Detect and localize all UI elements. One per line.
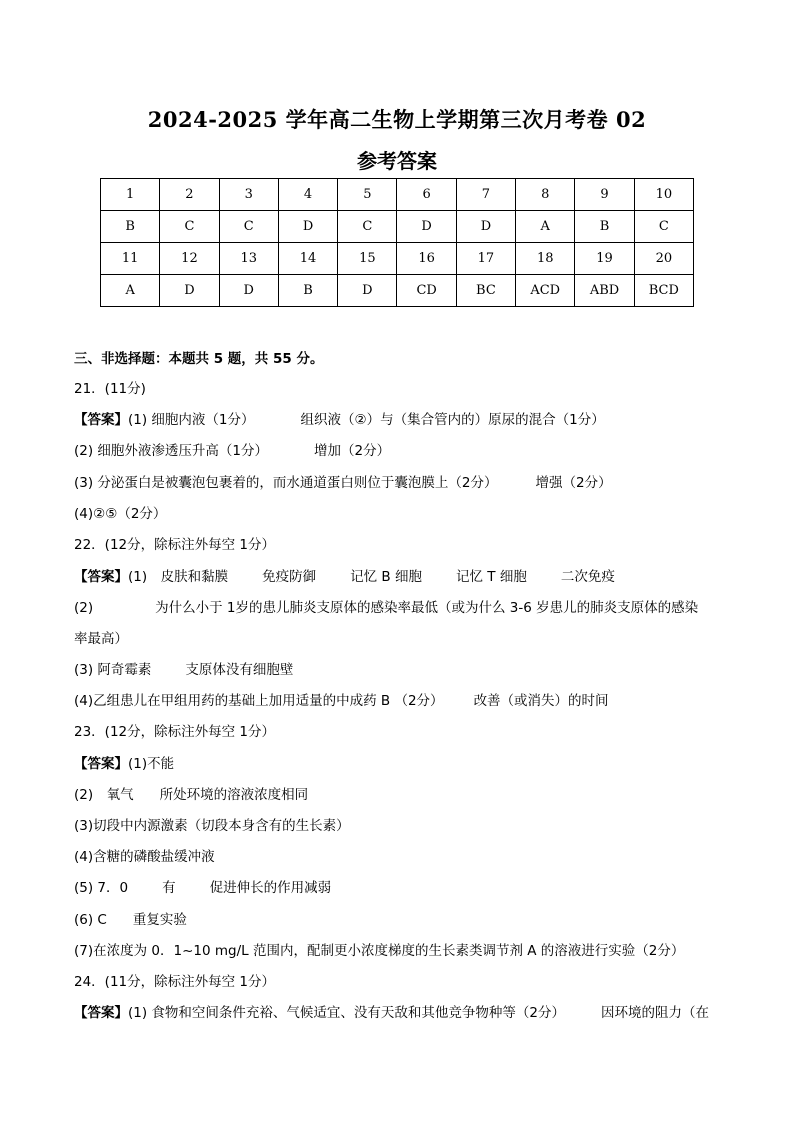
table-cell: D (338, 275, 397, 307)
q23-header: 23．(12分，除标注外每空 1分） (74, 724, 276, 740)
table-cell: 2 (160, 179, 219, 211)
table-cell: 4 (278, 179, 337, 211)
q24-1b: 因环境的阻力（在 (601, 1005, 710, 1021)
q22-line-1 (74, 565, 615, 585)
table-cell: A (516, 211, 575, 243)
table-cell: 5 (338, 179, 397, 211)
q22-2a: (2) (74, 600, 94, 616)
q22-4a: (4)乙组患儿在甲组用药的基础上加用适量的中成药 B （2分） (74, 693, 444, 709)
table-cell: 20 (634, 243, 693, 275)
q23-line-3: (3)切段中内源激素（切段本身含有的生长素） (74, 818, 350, 834)
table-cell: BC (456, 275, 515, 307)
q21-2b: 增加（2分） (314, 443, 391, 459)
table-cell: 14 (278, 243, 337, 275)
q23-line-4: (4)含糖的磷酸盐缓冲液 (74, 849, 215, 865)
q22-line-2-cont: 率最高） (74, 631, 128, 647)
q24-line-1 (74, 1001, 709, 1021)
q21-1b: 组织液（②）与（集合管内的）原尿的混合（1分） (300, 412, 605, 428)
q21-3a: (3) 分泌蛋白是被囊泡包裹着的，而水通道蛋白则位于囊泡膜上（2分） (74, 475, 498, 491)
table-cell: 10 (634, 179, 693, 211)
table-cell: C (160, 211, 219, 243)
q23-6b: 重复实验 (132, 912, 187, 928)
table-cell: CD (397, 275, 456, 307)
page-subtitle: 参考答案 (357, 149, 437, 173)
q23-5b: 有 (162, 880, 176, 896)
table-cell: 7 (456, 179, 515, 211)
answer-table (100, 178, 694, 307)
table-cell: 19 (575, 243, 634, 275)
table-cell: 1 (101, 179, 160, 211)
table-cell: C (634, 211, 693, 243)
table-cell: ACD (516, 275, 575, 307)
q21-2a: (2) 细胞外液渗透压升高（1分） (74, 443, 269, 459)
q23-line-2 (74, 783, 308, 803)
table-cell: 16 (397, 243, 456, 275)
page-title: 2024-2025 学年高二生物上学期第三次月考卷 02 (147, 107, 647, 132)
table-cell: B (278, 275, 337, 307)
answer-tag: 【答案】 (74, 569, 128, 585)
table-cell: D (219, 275, 278, 307)
answer-tag: 【答案】 (74, 412, 128, 428)
q22-1-2: 记忆 B 细胞 (350, 569, 422, 585)
q22-1-3: 记忆 T 细胞 (455, 569, 527, 585)
table-cell: BCD (634, 275, 693, 307)
answer-tag: 【答案】 (74, 1005, 128, 1021)
q23-5c: 促进伸长的作用减弱 (209, 880, 332, 896)
table-cell: ABD (575, 275, 634, 307)
q23-line-7: (7)在浓度为 0．1~10 mg/L 范围内，配制更小浓度梯度的生长素类调节剂 A 的溶液进行实验（2分） (74, 943, 685, 959)
q23-1: (1)不能 (128, 756, 175, 772)
table-cell: 12 (160, 243, 219, 275)
table-row (101, 243, 694, 275)
table-cell: 15 (338, 243, 397, 275)
table-row (101, 179, 694, 211)
table-cell: 8 (516, 179, 575, 211)
q22-line-4 (74, 689, 609, 709)
table-cell: B (101, 211, 160, 243)
q22-line-2 (74, 596, 698, 616)
table-cell: 11 (101, 243, 160, 275)
table-cell: 9 (575, 179, 634, 211)
q22-2b: 为什么小于 1岁的患儿肺炎支原体的感染率最低（或为什么 3-6 岁患儿的肺炎支原体的感染 (155, 600, 699, 616)
q21-line-3 (74, 471, 612, 491)
q23-line-6 (74, 908, 187, 928)
table-cell: A (101, 275, 160, 307)
table-cell: 3 (219, 179, 278, 211)
table-row (101, 275, 694, 307)
q22-header: 22．(12分，除标注外每空 1分） (74, 537, 276, 553)
q22-line-3 (74, 658, 293, 678)
section-heading: 三、非选择题：本题共 5 题，共 55 分。 (74, 351, 324, 367)
q21-line-2 (74, 439, 390, 459)
q21-3b: 增强（2分） (535, 475, 612, 491)
q23-2a: (2) 氧气 (74, 787, 134, 803)
table-cell: B (575, 211, 634, 243)
table-cell: C (219, 211, 278, 243)
q22-3b: 支原体没有细胞壁 (185, 662, 294, 678)
q23-5a: (5) 7．0 (74, 880, 129, 896)
table-cell: 6 (397, 179, 456, 211)
q23-2b: 所处环境的溶液浓度相同 (159, 787, 309, 803)
q22-4b: 改善（或消失）的时间 (473, 693, 609, 709)
q23-6a: (6) C (74, 912, 107, 928)
table-cell: C (338, 211, 397, 243)
q21-line-4: (4)②⑤（2分） (74, 506, 167, 522)
q24-1a: (1) 食物和空间条件充裕、气候适宜、没有天敌和其他竞争物种等（2分） (128, 1005, 566, 1021)
q23-line-1 (74, 752, 174, 772)
q22-1-1: 免疫防御 (262, 569, 317, 585)
table-cell: D (456, 211, 515, 243)
table-cell: D (160, 275, 219, 307)
answer-tag: 【答案】 (74, 756, 128, 772)
q21-1a: (1) 细胞内液（1分） (128, 412, 255, 428)
table-cell: D (397, 211, 456, 243)
table-cell: 18 (516, 243, 575, 275)
q22-1-0: (1) 皮肤和黏膜 (128, 569, 229, 585)
q22-3a: (3) 阿奇霉素 (74, 662, 152, 678)
q24-header: 24．(11分，除标注外每空 1分） (74, 974, 276, 990)
table-cell: 13 (219, 243, 278, 275)
q22-1-4: 二次免疫 (560, 569, 615, 585)
table-row (101, 211, 694, 243)
q21-header: 21．(11分) (74, 381, 146, 397)
table-cell: 17 (456, 243, 515, 275)
q21-line-1 (74, 408, 605, 428)
table-cell: D (278, 211, 337, 243)
q23-line-5 (74, 876, 331, 896)
